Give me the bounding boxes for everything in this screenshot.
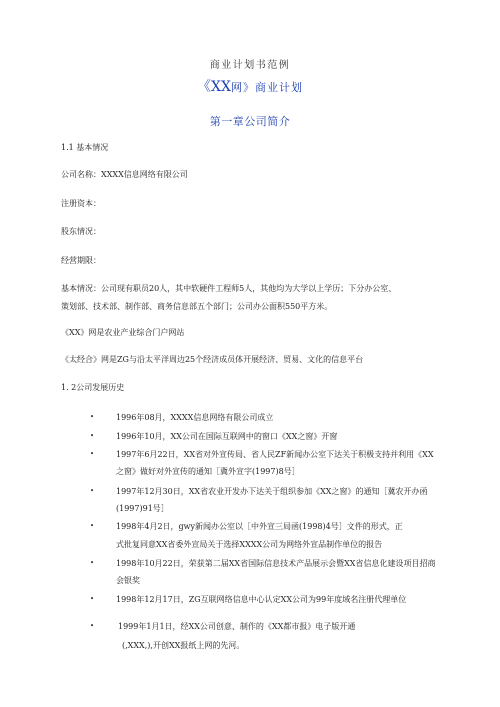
portal-description: 《XX》网是农业产业综合门户网站 <box>61 328 185 337</box>
history-item-line: 1996年08月，XXXX信息网络有限公司成立 <box>116 413 274 422</box>
history-item-line: 1998年12月17日，ZG互联网络信息中心认定XX公司为99年度域名注册代理单位 <box>116 595 407 604</box>
history-item-line: (1997)91号］ <box>116 504 169 513</box>
subtitle-prefix: 《XX <box>197 79 231 95</box>
shareholders: 股东情况： <box>61 227 101 236</box>
list-bullet: • <box>90 622 95 630</box>
list-bullet: • <box>90 595 95 603</box>
business-period: 经营期限： <box>61 256 101 265</box>
basic-info-line-1: 基本情况：公司现有职员20人，其中软硬件工程师5人，其他均为大学以上学历；下分办公室、 <box>61 284 397 293</box>
document-title: 商业计划书范例 <box>209 60 291 71</box>
taijing-description: 《太经合》网是ZG与沿太平洋周边25个经济成员体开展经济、贸易、文化的信息平台 <box>61 355 364 364</box>
list-bullet: • <box>90 432 95 440</box>
history-item-line: 1996年10月，XX公司在国际互联网中的窗口《XX之窗》开窗 <box>116 432 338 441</box>
history-item-line: 1998年4月2日，gwy新闻办公室以［中外宣三局函(1998)4号］文件的形式，正 <box>116 522 403 531</box>
history-item-line: 式批复同意XX省委外宣局关于选择XXXX公司为网络外宣品制作单位的报告 <box>116 540 383 549</box>
history-item-line: 1998年10月22日，荣获第二届XX省国际信息技术产品展示会暨XX省信息化建设项目招商 <box>116 559 436 568</box>
plan-subtitle <box>0 79 500 95</box>
history-item-line: (,XXX,),开创XX报纸上网的先河。 <box>122 641 245 650</box>
section-heading-basic: 1.1 基本情况 <box>61 143 109 152</box>
list-bullet: • <box>90 559 95 567</box>
history-item-line: 1997年6月22日，XX省对外宣传局、省人民ZF新闻办公室下达关于积极支持并利用《XX <box>116 450 434 459</box>
history-item-line: 1999年1月1日，经XX公司创意、制作的《XX都市报》电子版开通 <box>118 622 356 631</box>
subtitle-suffix: 网》商业计划 <box>230 81 303 94</box>
list-bullet: • <box>90 450 95 458</box>
registered-capital: 注册资本： <box>61 199 101 208</box>
section-heading-history: 1. 2公司发展历史 <box>61 383 125 392</box>
list-bullet: • <box>90 487 95 495</box>
history-item-line: 1997年12月30日，XX省农业开发办下达关于组织参加《XX之窗》的通知［冀农开办函 <box>116 487 428 496</box>
list-bullet: • <box>90 522 95 530</box>
history-item-line: 之窗》做好对外宣传的通知［冀外宣字(1997)8号］ <box>116 467 300 476</box>
history-item-line: 会银奖 <box>116 576 140 585</box>
company-name: 公司名称：XXXX信息网络有限公司 <box>61 170 188 179</box>
basic-info-line-2: 策划部、技术部、制作部、商务信息部五个部门；公司办公面积550平方米。 <box>61 302 333 311</box>
chapter-heading: 第一章公司简介 <box>209 115 291 128</box>
list-bullet: • <box>90 413 95 421</box>
